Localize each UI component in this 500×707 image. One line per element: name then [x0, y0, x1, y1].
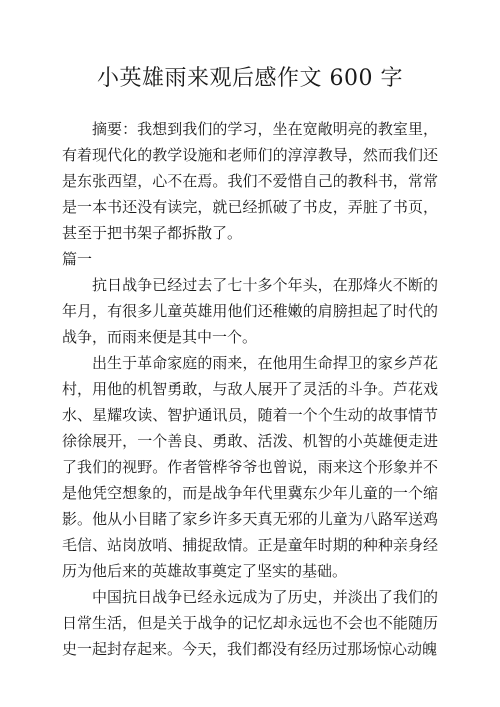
body-paragraph-2: 出生于革命家庭的雨来，在他用生命捍卫的家乡芦花村，用他的机智勇敢，与敌人展开了灵活的斗争。芦花戏水、星耀攻读、智护通讯员，随着一个个生动的故事情节徐徐展开，一个善良、勇敢、活泼、机智的小英雄便走进了我们的视野。作者管桦爷爷也曾说，雨来这个形象并不是他凭空想象的，而是战争年代里冀东少年儿童的一个缩影。他从小目睹了家乡许多天真无邪的儿童为八路军送鸡毛信、站岗放哨、捕捉敌情。正是童年时期的种种亲身经历为他后来的英雄故事奠定了坚实的基础。 — [62, 354, 438, 580]
section-label: 篇一 — [62, 250, 93, 268]
body-paragraph-3: 中国抗日战争已经永远成为了历史，并淡出了我们的日常生活，但是关于战争的记忆却永远也不会也不能随历史一起封存起来。今天，我们都没有经历过那场惊心动魄 — [62, 588, 438, 658]
document-title: 小英雄雨来观后感作文 600 字 — [97, 66, 403, 91]
abstract-paragraph: 摘要：我想到我们的学习，坐在宽敞明亮的教室里，有着现代化的教学设施和老师们的淳淳教导，然而我们还是东张西望，心不在焉。我们不爱惜自己的教科书，常常是一本书还没有读完，就已经抓破了书皮，弄脏了书页，甚至于把书架子都拆散了。 — [62, 120, 438, 242]
body-paragraph-1: 抗日战争已经过去了七十多个年头，在那烽火不断的年月，有很多儿童英雄用他们还稚嫩的肩膀担起了时代的战争，而雨来便是其中一个。 — [62, 276, 438, 346]
